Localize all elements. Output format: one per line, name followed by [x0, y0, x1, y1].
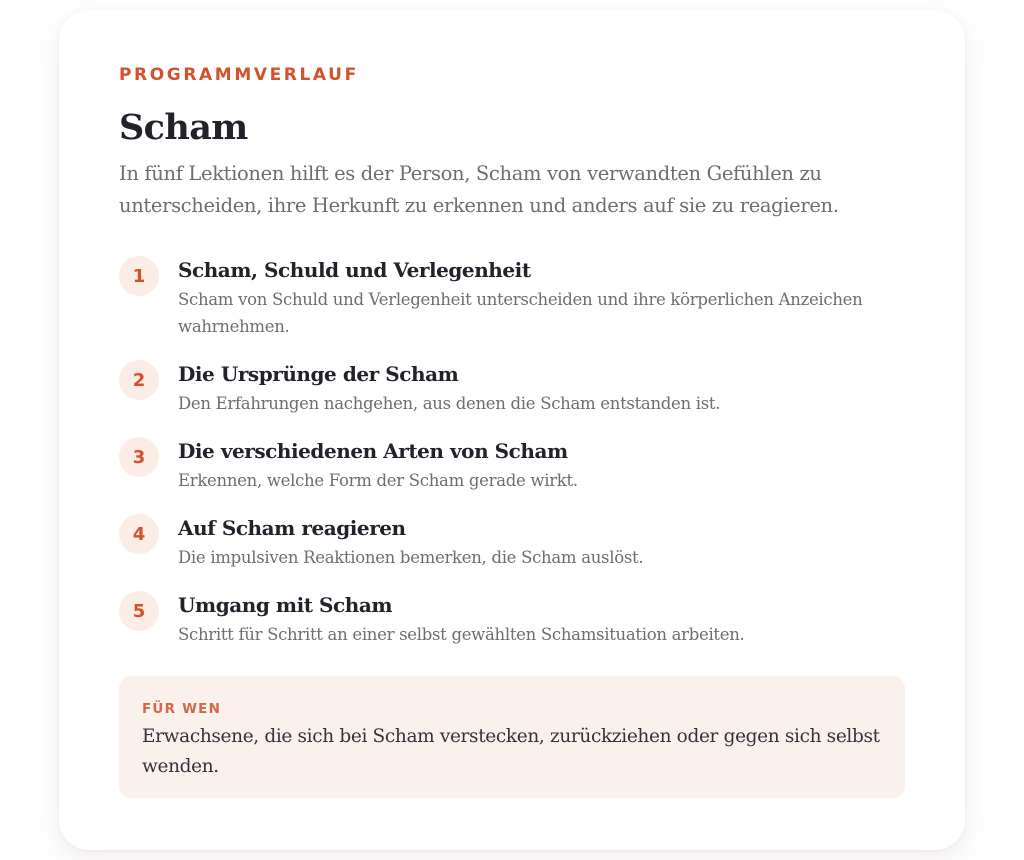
lesson-item: [119, 256, 905, 340]
program-intro: In fünf Lektionen hilft es der Person, Scham von verwandten Gefühlen zu unterscheiden, ihre Herkunft zu erkennen und anders auf sie zu reagieren.: [119, 162, 839, 217]
lesson-description: Scham von Schuld und Verlegenheit unterscheiden und ihre körperlichen Anzeichen wahrnehmen.: [178, 290, 863, 336]
lesson-number-badge: 5: [119, 591, 159, 631]
lesson-title: Scham, Schuld und Verlegenheit: [178, 258, 531, 282]
lesson-description: Erkennen, welche Form der Scham gerade wirkt.: [178, 471, 578, 490]
lesson-body: [178, 514, 905, 571]
lesson-body: [178, 591, 905, 648]
section-eyebrow: PROGRAMMVERLAUF: [119, 65, 359, 85]
audience-text: Erwachsene, die sich bei Scham verstecken, zurückziehen oder gegen sich selbst wenden.: [142, 726, 880, 777]
lesson-number-badge: 3: [119, 437, 159, 477]
lesson-description: Die impulsiven Reaktionen bemerken, die Scham auslöst.: [178, 548, 644, 567]
lesson-body: [178, 360, 905, 417]
lesson-number-badge: 4: [119, 514, 159, 554]
lesson-description: Schritt für Schritt an einer selbst gewählten Schamsituation arbeiten.: [178, 625, 745, 644]
page-title: Scham: [119, 107, 248, 148]
audience-box: [119, 676, 905, 798]
lesson-number-badge: 1: [119, 256, 159, 296]
lesson-number-badge: 2: [119, 360, 159, 400]
audience-label: FÜR WEN: [142, 701, 222, 717]
lesson-title: Die verschiedenen Arten von Scham: [178, 439, 568, 463]
lesson-body: [178, 437, 905, 494]
lesson-item: [119, 437, 905, 494]
lesson-description: Den Erfahrungen nachgehen, aus denen die Scham entstanden ist.: [178, 394, 721, 413]
lesson-item: [119, 360, 905, 417]
lesson-item: [119, 591, 905, 648]
lesson-item: [119, 514, 905, 571]
program-card: [59, 10, 965, 850]
lesson-body: [178, 256, 905, 340]
lesson-title: Umgang mit Scham: [178, 593, 393, 617]
lesson-title: Die Ursprünge der Scham: [178, 362, 459, 386]
lesson-list: [119, 256, 905, 648]
lesson-title: Auf Scham reagieren: [178, 516, 406, 540]
